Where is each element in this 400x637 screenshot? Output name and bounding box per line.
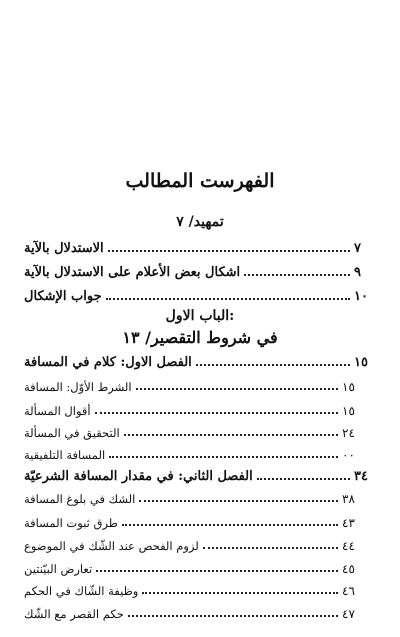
toc-entry-page: ١٥ <box>342 380 355 394</box>
toc-leader-dots <box>196 363 350 366</box>
toc-section-page: ٣٤ <box>354 469 368 484</box>
toc-entry-text: الشك في بلوغ المسافة <box>24 492 136 506</box>
toc-section-text: الفصل الثاني: في مقدار المسافة الشرعيّة <box>24 469 253 484</box>
toc-entry <box>24 512 360 530</box>
toc-entry-text: وظيفة الشّاك في الحكم <box>24 584 139 598</box>
toc-entry-page: ٤٥ <box>342 562 355 576</box>
chapter-heading: الباب الاول: <box>165 308 235 324</box>
toc-entry <box>24 262 372 280</box>
toc-entry-text: اشكال بعض الأعلام على الاستدلال بالآية <box>24 265 241 280</box>
toc-section-text: الفصل الاول: كلام في المسافة <box>24 355 192 370</box>
toc-entry <box>24 376 360 394</box>
toc-entry <box>24 422 360 440</box>
toc-entry-page: ٧ <box>354 241 361 256</box>
toc-entry-text: الاستدلال بالآية <box>24 241 104 256</box>
toc-entry-page: ١٥ <box>342 404 355 418</box>
toc-entry-text: التحقيق في المسألة <box>24 426 120 440</box>
toc-entry-text: تعارض البيّنتين <box>24 562 93 576</box>
toc-entry-text: الشرط الأوّل: المسافة <box>24 380 132 394</box>
toc-entry-page: ٠٠ <box>342 448 355 462</box>
toc-entry-text: جواب الإشكال <box>24 289 102 304</box>
toc-entry-page: ٤٦ <box>342 584 355 598</box>
toc-entry-text: حكم القصر مع الشّك <box>24 607 124 621</box>
toc-entry-text: أقوال المسألة <box>24 404 91 418</box>
toc-leader-dots <box>142 591 338 594</box>
toc-entry <box>24 444 360 462</box>
toc-entry-page: ٤٧ <box>342 607 355 621</box>
toc-leader-dots <box>136 387 338 390</box>
toc-leader-dots <box>106 297 350 300</box>
toc-entry-page: ٤٣ <box>342 516 355 530</box>
toc-leader-dots <box>257 477 350 480</box>
toc-leader-dots <box>109 455 338 458</box>
toc-entry <box>24 558 360 576</box>
toc-entry <box>24 580 360 598</box>
toc-entry-text: لزوم الفحص عند الشّك في الموضوع <box>24 539 199 553</box>
toc-leader-dots <box>108 249 350 252</box>
toc-leader-dots <box>122 523 338 526</box>
toc-entry <box>24 535 360 553</box>
toc-entry <box>24 238 372 256</box>
toc-entry-text: المسافة التلفيقية <box>24 448 106 462</box>
toc-entry-page: ٩ <box>354 265 361 280</box>
toc-leader-dots <box>124 433 338 436</box>
toc-section <box>24 466 372 484</box>
toc-section-page: ١٥ <box>354 355 368 370</box>
toc-entry <box>24 488 360 506</box>
chapter-subheading: في شروط التقصير/ ١٣ <box>122 328 278 347</box>
toc-leader-dots <box>244 273 350 276</box>
intro-heading: تمهيد/ ٧ <box>176 214 224 230</box>
toc-entry <box>24 400 360 418</box>
page-title: الفهرست المطالب <box>125 170 275 192</box>
toc-section <box>24 352 372 370</box>
toc-entry-text: طرق ثبوت المسافة <box>24 516 118 530</box>
toc-leader-dots <box>139 499 338 502</box>
toc-leader-dots <box>95 411 338 414</box>
toc-leader-dots <box>203 546 338 549</box>
toc-entry <box>24 603 360 621</box>
toc-leader-dots <box>128 614 338 617</box>
toc-leader-dots <box>96 569 338 572</box>
toc-entry-page: ٤٤ <box>342 539 355 553</box>
toc-entry-page: ٢٤ <box>342 426 355 440</box>
toc-entry-page: ٣٨ <box>342 492 355 506</box>
toc-entry-page: ١٠ <box>354 289 368 304</box>
toc-entry <box>24 286 372 304</box>
